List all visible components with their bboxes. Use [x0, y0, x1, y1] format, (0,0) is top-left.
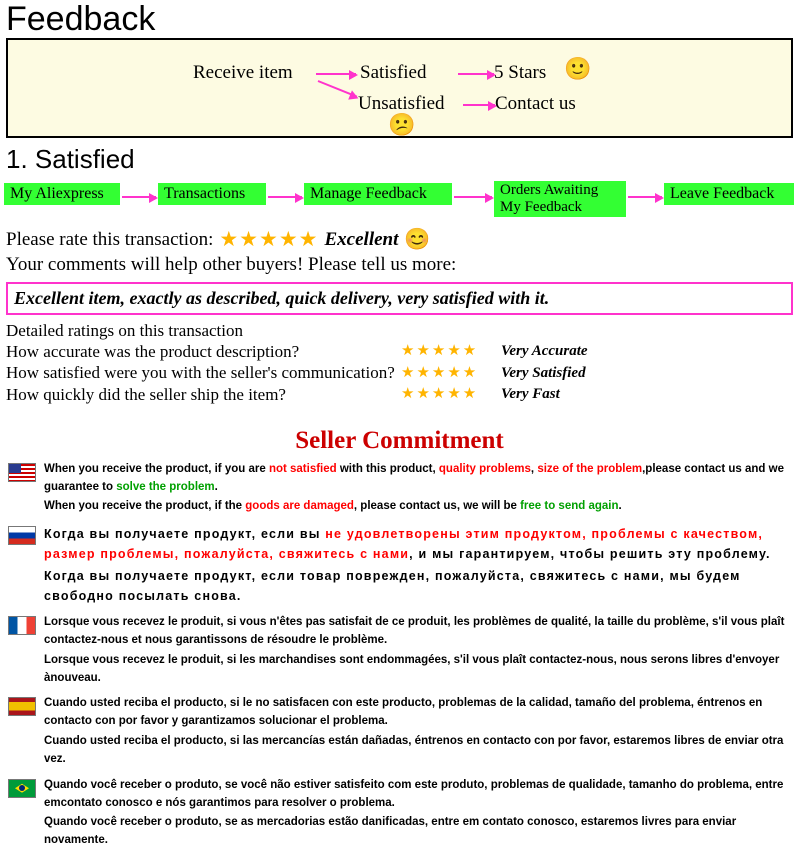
flow-contact-us: Contact us	[495, 93, 576, 114]
arrow-receive-to-unsatisfied	[318, 80, 358, 98]
commitment-paragraph	[44, 695, 791, 731]
detail-value: Very Fast	[501, 385, 560, 402]
usa-flag-icon	[8, 463, 36, 482]
seller-commitment-title: Seller Commitment	[295, 426, 504, 454]
commitment-paragraph	[44, 777, 791, 813]
commitment-language-block	[8, 524, 791, 608]
rate-value: Excellent	[324, 228, 399, 250]
arrow-receive-to-satisfied	[316, 73, 356, 75]
rate-transaction-row	[0, 219, 799, 252]
commitment-text-segment: , please contact us, we will be	[353, 500, 521, 513]
commitment-text-segment: Lorsque vous recevez le produit, si les marchandises sont endommagées, s'il vous plaît contactez-nous, nous serons libres d'envoyer ànouveau.	[44, 653, 780, 684]
step-orders-awaiting-my-feedback[interactable]: Orders Awaiting My Feedback	[494, 181, 626, 217]
comment-textbox[interactable]: Excellent item, exactly as described, quick delivery, very satisfied with it.	[6, 282, 793, 315]
commitment-text-segment: quality problems	[438, 462, 531, 475]
commitment-language-block	[8, 614, 791, 689]
commitment-text-segment: size of the problem	[537, 462, 643, 475]
commitment-paragraph	[44, 733, 791, 769]
commitment-text-segment: with this product,	[336, 462, 439, 475]
arrow-satisfied-to-stars	[458, 73, 494, 75]
commitment-paragraph	[44, 652, 791, 688]
step-transactions[interactable]: Transactions	[158, 183, 266, 205]
commitment-text-segment: not satisfied	[268, 462, 337, 475]
detail-question: How accurate was the product description?	[6, 342, 300, 361]
section-title-satisfied: 1. Satisfied	[6, 144, 135, 174]
commitment-text-segment: Cuando usted reciba el producto, si las mercancías están dañadas, éntrenos en contacto con por favor, estaremos libres de enviar otra vez.	[44, 735, 784, 765]
detail-stars[interactable]: ★★★★★	[401, 364, 479, 381]
smiling-face-icon: 😊	[404, 227, 431, 251]
commitment-text-segment: When you receive the product, if the	[44, 500, 246, 513]
commitment-paragraph	[44, 524, 791, 564]
detail-rating-row	[0, 362, 799, 383]
rate-stars[interactable]: ★★★★★	[219, 227, 319, 251]
step-arrow-4	[628, 196, 662, 198]
detail-stars[interactable]: ★★★★★	[401, 343, 479, 360]
detail-value: Very Satisfied	[501, 364, 586, 381]
detail-rating-row	[0, 384, 799, 405]
flow-unsatisfied: Unsatisfied	[358, 93, 445, 114]
commitment-text	[44, 524, 791, 608]
commitment-paragraph	[44, 614, 791, 650]
brazil-flag-icon	[8, 779, 36, 798]
commitment-text-segment: Quando você receber o produto, se você não estiver satisfeito com este produto, problemas de qualidade, tamanho do problema, entre emcontato conosco e nós garantimos para resolver o problema.	[44, 778, 784, 809]
feedback-flow-diagram	[6, 38, 793, 138]
commitment-text-segment: Когда вы получаете продукт, если товар поврежден, пожалуйста, свяжитесь с нами, мы будем свободно посылать снова.	[44, 569, 741, 604]
commitment-text-segment: Когда вы получаете продукт, если вы	[44, 527, 326, 542]
commitment-text-segment: solve the problem	[116, 480, 215, 493]
step-arrow-1	[122, 196, 156, 198]
step-leave-feedback[interactable]: Leave Feedback	[664, 183, 794, 205]
russia-flag-icon	[8, 526, 36, 545]
commitment-text	[44, 777, 791, 852]
arrow-unsatisfied-to-contact	[463, 104, 495, 106]
commitment-text-segment: free to send again	[520, 500, 619, 513]
commitment-text-segment: .	[214, 480, 218, 493]
rate-transaction-label: Please rate this transaction:	[6, 228, 214, 250]
detail-stars[interactable]: ★★★★★	[401, 385, 479, 402]
detailed-ratings-heading: Detailed ratings on this transaction	[6, 321, 243, 340]
flow-five-stars: 5 Stars	[494, 62, 547, 83]
commitment-text-segment: ,	[530, 462, 538, 475]
commitment-text-segment: .	[618, 500, 622, 513]
commitment-paragraph	[44, 814, 791, 850]
commitment-paragraph	[44, 498, 791, 516]
step-my-aliexpress[interactable]: My Aliexpress	[4, 183, 120, 205]
commitment-text-segment: Lorsque vous recevez le produit, si vous n'êtes pas satisfait de ce produit, les problèmes de qualité, la taille du problème, s'il vous plaît contactez-nous et nous garantissons de résoudre le problème.	[44, 616, 785, 646]
page-title: Feedback	[6, 0, 156, 38]
sad-face-icon: 😕	[388, 112, 416, 137]
commitment-text	[44, 695, 791, 770]
comments-prompt: Your comments will help other buyers! Please tell us more:	[6, 254, 457, 275]
commitment-language-block	[8, 777, 791, 852]
detail-value: Very Accurate	[501, 343, 588, 360]
happy-face-icon: 🙂	[564, 56, 592, 81]
step-arrow-2	[268, 196, 302, 198]
step-manage-feedback[interactable]: Manage Feedback	[304, 183, 452, 205]
commitment-text	[44, 614, 791, 689]
detail-question: How quickly did the seller ship the item?	[6, 384, 286, 404]
spain-flag-icon	[8, 697, 36, 716]
commitment-paragraph	[44, 461, 791, 497]
commitment-text	[44, 461, 791, 518]
detail-question: How satisfied were you with the seller's communication?	[6, 363, 395, 383]
commitment-text-segment: ,please contact us and we guarantee to	[44, 462, 784, 493]
commitment-language-block	[8, 461, 791, 518]
commitment-text-segment: Quando você receber o produto, se as mercadorias estão danificadas, entre em contato conosco, estaremos livres para enviar novamente.	[44, 816, 737, 847]
commitment-language-block	[8, 695, 791, 770]
flow-satisfied: Satisfied	[360, 62, 427, 83]
commitment-text-segment: Cuando usted reciba el producto, si le no satisfacen con este producto, problemas de la calidad, tamaño del problema, éntrenos en contacto con por favor y garantizamos solucionar el problema.	[44, 697, 763, 728]
commitment-text-segment: goods are damaged	[245, 500, 354, 513]
commitment-text-segment: не удовлетворены этим продуктом, проблемы с качеством, размер проблемы, пожалуйста, свяжитесь с нами	[44, 527, 764, 562]
flow-receive-item: Receive item	[193, 62, 293, 83]
commitment-languages	[0, 461, 799, 852]
step-arrow-3	[454, 196, 492, 198]
france-flag-icon	[8, 616, 36, 635]
steps-flow	[0, 181, 799, 219]
commitment-text-segment: , и мы гарантируем, чтобы решить эту проблему.	[409, 547, 771, 562]
detail-rating-row	[0, 341, 799, 362]
commitment-text-segment: When you receive the product, if you are	[44, 462, 269, 475]
commitment-paragraph	[44, 566, 791, 606]
